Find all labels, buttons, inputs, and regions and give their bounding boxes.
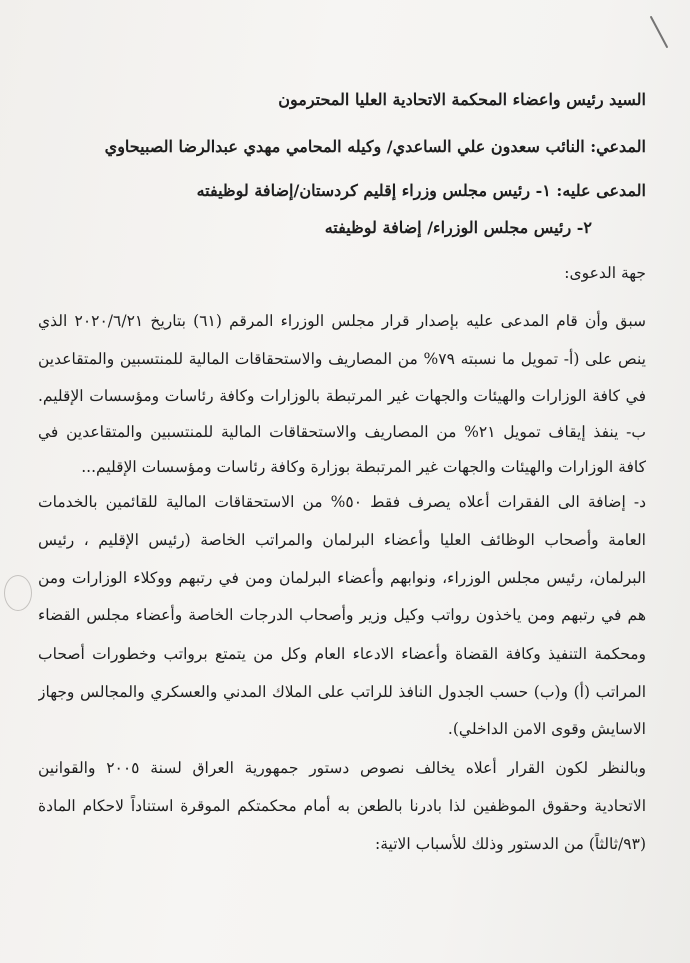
body-line: الاتحادية وحقوق الموظفين لذا بادرنا بالطعن به أمام محكمتكم الموقرة استناداً لاحكام المادة xyxy=(38,797,646,815)
defendant-1-line: المدعى عليه: ١- رئيس مجلس وزراء إقليم كردستان/إضافة لوظيفته xyxy=(196,181,646,200)
body-line: في كافة الوزارات والهيئات والجهات غير المرتبطة بالوزارات وكافة رئاسات ومؤسسات الإقليم. xyxy=(38,387,646,405)
body-line: د- إضافة الى الفقرات أعلاه يصرف فقط ٥٠% من الاستحقاقات المالية للقائمين بالخدمات xyxy=(38,493,646,511)
pen-mark xyxy=(650,16,669,49)
body-line: العامة وأصحاب الوظائف العليا وأعضاء البرلمان والمراتب الخاصة (رئيس الإقليم ، رئيس xyxy=(38,531,646,549)
body-line: المراتب (أ) و(ب) حسب الجدول النافذ للراتب على الملاك المدني والعسكري والمجالس وجهاز xyxy=(38,683,646,701)
plaintiff-line: المدعي: النائب سعدون علي الساعدي/ وكيله المحامي مهدي عبدالرضا الصبيحاوي xyxy=(104,137,646,156)
addressee-line: السيد رئيس واعضاء المحكمة الاتحادية العليا المحترمون xyxy=(278,90,646,109)
punch-hole-mark xyxy=(4,575,32,611)
body-line: هم في رتبهم ومن ياخذون رواتب وكيل وزير وأصحاب الدرجات الخاصة وأعضاء مجلس القضاء xyxy=(38,606,646,624)
body-line: الاسايش وقوى الامن الداخلي). xyxy=(447,720,646,738)
claim-heading: جهة الدعوى: xyxy=(564,264,646,282)
body-line: ب- ينفذ إيقاف تمويل ٢١% من المصاريف والاستحقاقات المالية للمنتسبين والمتقاعدين في xyxy=(38,423,646,441)
body-line: ومحكمة التنفيذ وكافة القضاة وأعضاء الادعاء العام وكل من يتمتع برواتب وخطورات أصحاب xyxy=(38,645,646,663)
body-line: (٩٣/ثالثاً) من الدستور وذلك للأسباب الاتية: xyxy=(375,835,646,853)
body-line: ينص على (أ- تمويل ما نسبته ٧٩% من المصاريف والاستحقاقات المالية للمنتسبين والمتقاعدين xyxy=(38,350,646,368)
defendant-2-line: ٢- رئيس مجلس الوزراء/ إضافة لوظيفته xyxy=(324,218,592,237)
body-line: كافة الوزارات والهيئات والجهات غير المرتبطة بوزارة وكافة رئاسات ومؤسسات الإقليم... xyxy=(81,458,646,476)
body-line: وبالنظر لكون القرار أعلاه يخالف نصوص دستور جمهورية العراق لسنة ٢٠٠٥ والقوانين xyxy=(38,759,646,777)
body-line: البرلمان، رئيس مجلس الوزراء، ونوابهم وأعضاء البرلمان ومن في رتبهم ووكلاء الوزارات ومن xyxy=(38,569,646,587)
body-line: سبق وأن قام المدعى عليه بإصدار قرار مجلس الوزراء المرقم (٦١) بتاريخ ٢٠٢٠/٦/٢١ الذي xyxy=(38,312,646,330)
